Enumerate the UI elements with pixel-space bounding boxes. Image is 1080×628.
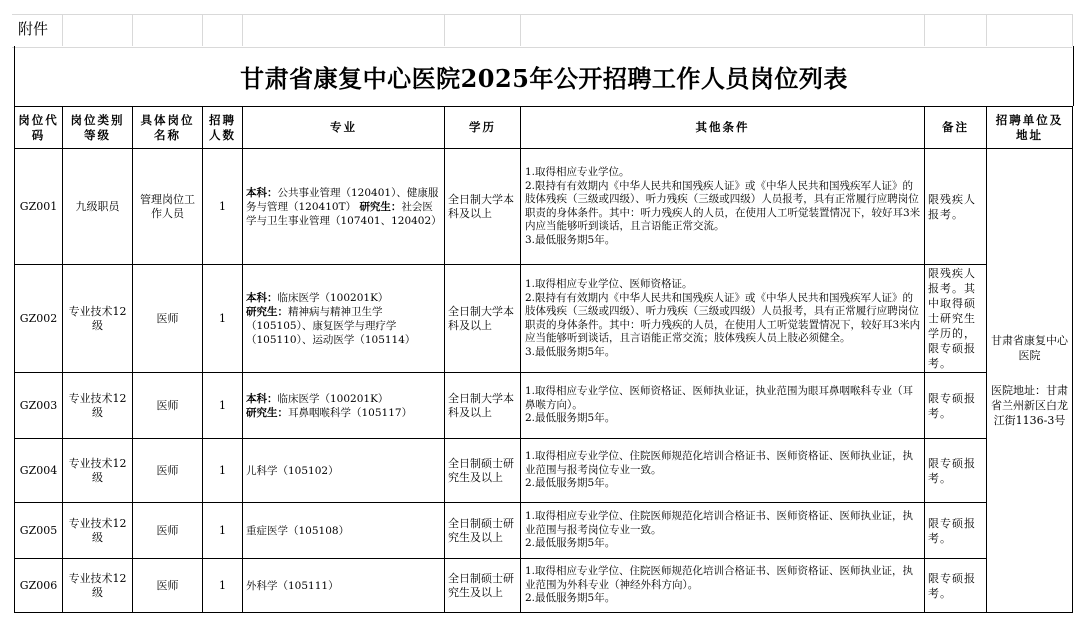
condition-line: 1.取得相应专业学位、住院医师规范化培训合格证书、医师资格证、医师执业证，执业范围与报考岗位专业一致。 xyxy=(525,510,914,536)
condition-line: 2.最低服务期5年。 xyxy=(525,592,616,605)
header-category: 岗位类别等级 xyxy=(63,107,133,149)
condition-line: 3.最低服务期5年。 xyxy=(525,345,616,358)
unit-address: 医院地址：甘肃省兰州新区白龙江街1136-3号 xyxy=(991,384,1068,427)
major-postgrad-text: 精神病与精神卫生学（105105）、康复医学与理疗学（105110）、运动医学（105114） xyxy=(246,305,416,346)
cell-count: 1 xyxy=(203,503,243,559)
cell-major: 重症医学（105108） xyxy=(243,503,445,559)
major-undergrad-text: 公共事业管理（120401）、健康服务与管理（120410T） xyxy=(246,186,439,213)
cell-position: 医师 xyxy=(133,373,203,439)
table-row xyxy=(15,149,1073,265)
gridline-column xyxy=(986,14,987,46)
table-row xyxy=(15,265,1073,373)
cell-category: 专业技术12级 xyxy=(63,503,133,559)
major-undergrad-text: 临床医学（100201K） xyxy=(277,392,389,405)
cell-conditions xyxy=(521,373,925,439)
major-postgrad-label: 研究生： xyxy=(359,200,402,213)
header-position: 具体岗位名称 xyxy=(133,107,203,149)
cell-notes: 限专硕报考。 xyxy=(925,503,987,559)
cell-position: 医师 xyxy=(133,503,203,559)
major-postgrad-label: 研究生： xyxy=(246,406,288,419)
cell-education: 全日制大学本科及以上 xyxy=(445,373,521,439)
cell-position: 医师 xyxy=(133,559,203,613)
header-unit: 招聘单位及地址 xyxy=(987,107,1073,149)
header-education: 学历 xyxy=(445,107,521,149)
cell-category: 专业技术12级 xyxy=(63,559,133,613)
header-count: 招聘人数 xyxy=(203,107,243,149)
condition-line: 2.限持有有效期内《中华人民共和国残疾人证》或《中华人民共和国残疾军人证》的肢体残疾（三级或四级）、听力残疾（三级或四级）人员报考，具有正常履行应聘岗位职责的身体条件。其中：听力残疾的人员，在使用人工听觉装置情况下，较好耳3米内应当能够听到谈话，且言语能正常交流；肢体残疾人员上肢必须健全。 xyxy=(525,291,921,344)
cell-unit xyxy=(987,149,1073,613)
cell-education: 全日制硕士研究生及以上 xyxy=(445,503,521,559)
gridline-column xyxy=(202,14,203,46)
condition-line: 1.取得相应专业学位、住院医师规范化培训合格证书、医师资格证、医师执业证，执业范围与报考岗位专业一致。 xyxy=(525,450,914,476)
condition-line: 2.最低服务期5年。 xyxy=(525,412,616,425)
cell-notes: 限残疾人报考。其中取得硕士研究生学历的，限专硕报考。 xyxy=(925,265,987,373)
condition-line: 1.取得相应专业学位、住院医师规范化培训合格证书、医师资格证、医师执业证，执业范围为外科专业（神经外科方向）。 xyxy=(525,565,914,591)
cell-category: 专业技术12级 xyxy=(63,439,133,503)
condition-line: 1.取得相应专业学位、医师资格证。 xyxy=(525,278,693,290)
gridline-column xyxy=(132,14,133,46)
table-row xyxy=(15,503,1073,559)
cell-category: 专业技术12级 xyxy=(63,265,133,373)
major-postgrad-text: 社会医学与卫生事业管理（107401、120402） xyxy=(246,200,442,227)
cell-category: 九级职员 xyxy=(63,149,133,265)
cell-education: 全日制硕士研究生及以上 xyxy=(445,439,521,503)
table-header-row xyxy=(15,107,1073,149)
gridline-row xyxy=(12,14,1072,48)
cell-major xyxy=(243,265,445,373)
cell-count: 1 xyxy=(203,439,243,503)
cell-position: 管理岗位工作人员 xyxy=(133,149,203,265)
cell-notes: 限专硕报考。 xyxy=(925,559,987,613)
cell-count: 1 xyxy=(203,559,243,613)
condition-line: 3.最低服务期5年。 xyxy=(525,233,616,246)
page-title: 甘肃省康复中心医院2025年公开招聘工作人员岗位列表 xyxy=(14,46,1074,106)
cell-notes: 限专硕报考。 xyxy=(925,439,987,503)
cell-position: 医师 xyxy=(133,265,203,373)
table-row xyxy=(15,373,1073,439)
cell-education: 全日制大学本科及以上 xyxy=(445,265,521,373)
attachment-label: 附件 xyxy=(18,20,49,38)
cell-code: GZ005 xyxy=(15,503,63,559)
major-undergrad-text: 临床医学（100201K） xyxy=(277,291,389,304)
positions-table xyxy=(14,106,1073,613)
major-undergrad-label: 本科： xyxy=(246,186,278,199)
condition-line: 2.最低服务期5年。 xyxy=(525,537,616,550)
cell-code: GZ001 xyxy=(15,149,63,265)
cell-major: 儿科学（105102） xyxy=(243,439,445,503)
cell-code: GZ002 xyxy=(15,265,63,373)
gridline-column xyxy=(62,14,63,46)
header-major: 专业 xyxy=(243,107,445,149)
cell-code: GZ003 xyxy=(15,373,63,439)
cell-code: GZ004 xyxy=(15,439,63,503)
header-code: 岗位代码 xyxy=(15,107,63,149)
cell-code: GZ006 xyxy=(15,559,63,613)
cell-count: 1 xyxy=(203,265,243,373)
major-undergrad-label: 本科： xyxy=(246,392,278,405)
cell-notes: 限专硕报考。 xyxy=(925,373,987,439)
cell-major: 外科学（105111） xyxy=(243,559,445,613)
gridline-column xyxy=(242,14,243,46)
cell-conditions xyxy=(521,503,925,559)
cell-major xyxy=(243,373,445,439)
condition-line: 2.最低服务期5年。 xyxy=(525,477,616,490)
major-postgrad-text: 耳鼻咽喉科学（105117） xyxy=(288,406,413,419)
cell-conditions xyxy=(521,265,925,373)
table-row xyxy=(15,439,1073,503)
condition-line: 2.限持有有效期内《中华人民共和国残疾人证》或《中华人民共和国残疾军人证》的肢体残疾（三级或四级）、听力残疾（三级或四级）人员报考，具有正常履行应聘岗位职责的身体条件。其中：听力残疾人的人员，在使用人工听觉装置情况下，较好耳3米内应当能够听到谈话，且言语能正常交流。 xyxy=(525,179,921,232)
cell-count: 1 xyxy=(203,373,243,439)
condition-line: 1.取得相应专业学位。 xyxy=(525,166,630,178)
cell-major xyxy=(243,149,445,265)
gridline-column xyxy=(520,14,521,46)
cell-position: 医师 xyxy=(133,439,203,503)
gridline-column xyxy=(1072,14,1073,46)
cell-education: 全日制硕士研究生及以上 xyxy=(445,559,521,613)
unit-name: 甘肃省康复中心医院 xyxy=(991,334,1068,362)
cell-category: 专业技术12级 xyxy=(63,373,133,439)
gridline-column xyxy=(444,14,445,46)
major-undergrad-label: 本科： xyxy=(246,291,278,304)
cell-education: 全日制大学本科及以上 xyxy=(445,149,521,265)
table-row xyxy=(15,559,1073,613)
cell-conditions xyxy=(521,559,925,613)
cell-count: 1 xyxy=(203,149,243,265)
header-conditions: 其他条件 xyxy=(521,107,925,149)
cell-notes: 限残疾人报考。 xyxy=(925,149,987,265)
header-notes: 备注 xyxy=(925,107,987,149)
gridline-column xyxy=(924,14,925,46)
condition-line: 1.取得相应专业学位、医师资格证、医师执业证，执业范围为眼耳鼻咽喉科专业（耳鼻喉方向）。 xyxy=(525,385,914,411)
cell-conditions xyxy=(521,439,925,503)
major-postgrad-label: 研究生： xyxy=(246,305,288,318)
cell-conditions xyxy=(521,149,925,265)
